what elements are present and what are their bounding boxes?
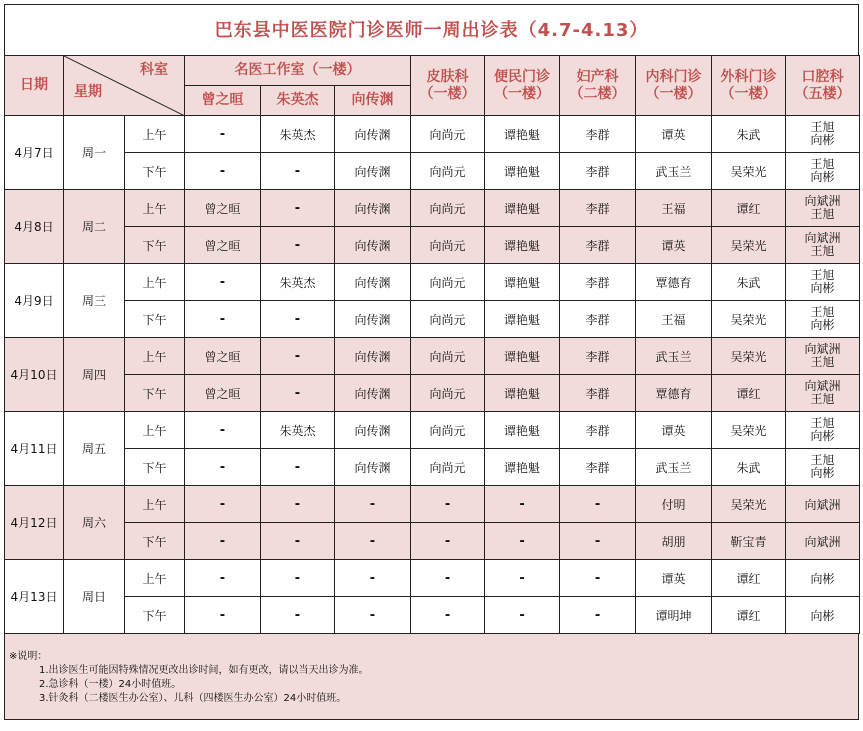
doctor-header-0: 曾之晅 bbox=[185, 86, 261, 116]
doctor-cell bbox=[786, 153, 860, 190]
date-cell: 4月10日 bbox=[5, 338, 64, 412]
note-line-2: 2.急诊科（一楼）24小时值班。 bbox=[39, 679, 182, 690]
doctor-cell: 谭艳魁 bbox=[485, 116, 560, 153]
schedule-row bbox=[5, 560, 860, 597]
doctor-cell: 向彬 bbox=[786, 597, 860, 634]
dept-weekday-header bbox=[64, 56, 185, 116]
doctor-cell: 向尚元 bbox=[411, 301, 485, 338]
schedule-row bbox=[5, 190, 860, 227]
doctor-cell: 向尚元 bbox=[411, 264, 485, 301]
weekday-cell: 周三 bbox=[64, 264, 125, 338]
doctor-cell: 朱英杰 bbox=[261, 264, 335, 301]
doctor-cell: 李群 bbox=[560, 153, 636, 190]
period-cell: 上午 bbox=[125, 486, 185, 523]
empty-cell: - bbox=[560, 486, 636, 523]
schedule-row bbox=[5, 412, 860, 449]
doctor-cell: 向尚元 bbox=[411, 190, 485, 227]
doctor-cell: 谭艳魁 bbox=[485, 338, 560, 375]
doctor-header-1: 朱英杰 bbox=[261, 86, 335, 116]
weekday-cell: 周一 bbox=[64, 116, 125, 190]
doctor-cell: 谭英 bbox=[636, 116, 712, 153]
doctor-cell: 谭明坤 bbox=[636, 597, 712, 634]
doctor-cell: 武玉兰 bbox=[636, 153, 712, 190]
date-cell: 4月12日 bbox=[5, 486, 64, 560]
doctor-cell: 李群 bbox=[560, 190, 636, 227]
doctor-cell: 向传渊 bbox=[335, 412, 411, 449]
doctor-cell: 吴荣光 bbox=[712, 301, 786, 338]
empty-cell: - bbox=[411, 597, 485, 634]
doctor-cell: 谭英 bbox=[636, 560, 712, 597]
empty-cell: - bbox=[261, 227, 335, 264]
period-cell: 上午 bbox=[125, 190, 185, 227]
empty-cell: - bbox=[411, 486, 485, 523]
doctor-cell: 李群 bbox=[560, 116, 636, 153]
header-row-1 bbox=[5, 56, 860, 86]
empty-cell: - bbox=[261, 486, 335, 523]
doctor-cell: 谭艳魁 bbox=[485, 264, 560, 301]
doctor-cell bbox=[786, 301, 860, 338]
doctor-name-line: 王旭 bbox=[810, 355, 835, 369]
dept-header-label: 科室 bbox=[140, 62, 168, 78]
dept-header-4: 外科门诊 （一楼） bbox=[712, 56, 786, 116]
doctor-cell: 向尚元 bbox=[411, 412, 485, 449]
empty-cell: - bbox=[560, 523, 636, 560]
doctor-cell bbox=[786, 375, 860, 412]
doctor-cell: 李群 bbox=[560, 301, 636, 338]
doctor-cell: 谭红 bbox=[712, 597, 786, 634]
empty-cell: - bbox=[185, 301, 261, 338]
doctor-cell: 吴荣光 bbox=[712, 338, 786, 375]
empty-cell: - bbox=[485, 597, 560, 634]
dept-header-0: 皮肤科 （一楼） bbox=[411, 56, 485, 116]
empty-cell: - bbox=[261, 153, 335, 190]
doctor-cell: 谭红 bbox=[712, 190, 786, 227]
doctor-name-line: 向彬 bbox=[810, 133, 835, 147]
doctor-cell: 向尚元 bbox=[411, 153, 485, 190]
doctor-cell: 向尚元 bbox=[411, 116, 485, 153]
empty-cell: - bbox=[261, 523, 335, 560]
doctor-cell: 向传渊 bbox=[335, 153, 411, 190]
weekday-cell: 周四 bbox=[64, 338, 125, 412]
doctor-cell: 李群 bbox=[560, 449, 636, 486]
doctor-cell: 谭红 bbox=[712, 560, 786, 597]
doctor-name-line: 向彬 bbox=[810, 466, 835, 480]
empty-cell: - bbox=[485, 486, 560, 523]
empty-cell: - bbox=[335, 597, 411, 634]
doctor-cell: 谭艳魁 bbox=[485, 190, 560, 227]
empty-cell: - bbox=[185, 116, 261, 153]
empty-cell: - bbox=[185, 153, 261, 190]
empty-cell: - bbox=[261, 338, 335, 375]
doctor-name-line: 向斌洲 bbox=[804, 342, 841, 356]
doctor-cell: 朱英杰 bbox=[261, 116, 335, 153]
doctor-name-line: 王旭 bbox=[810, 305, 835, 319]
doctor-cell: 谭红 bbox=[712, 375, 786, 412]
doctor-cell: 朱武 bbox=[712, 116, 786, 153]
notes-section bbox=[4, 634, 859, 720]
dept-header-3: 内科门诊 （一楼） bbox=[636, 56, 712, 116]
period-cell: 下午 bbox=[125, 227, 185, 264]
doctor-name-line: 王旭 bbox=[810, 244, 835, 258]
doctor-cell: 吴荣光 bbox=[712, 486, 786, 523]
doctor-cell: 朱英杰 bbox=[261, 412, 335, 449]
schedule-row bbox=[5, 153, 860, 190]
doctor-cell: 谭艳魁 bbox=[485, 301, 560, 338]
doctor-cell: 谭艳魁 bbox=[485, 449, 560, 486]
doctor-cell: 李群 bbox=[560, 338, 636, 375]
doctor-cell: 谭英 bbox=[636, 412, 712, 449]
doctor-name-line: 王旭 bbox=[810, 392, 835, 406]
empty-cell: - bbox=[335, 523, 411, 560]
doctor-cell bbox=[786, 227, 860, 264]
doctor-cell: 朱武 bbox=[712, 264, 786, 301]
doctor-cell: 向传渊 bbox=[335, 375, 411, 412]
doctor-cell: 李群 bbox=[560, 227, 636, 264]
empty-cell: - bbox=[185, 560, 261, 597]
date-cell: 4月13日 bbox=[5, 560, 64, 634]
weekday-cell: 周六 bbox=[64, 486, 125, 560]
doctor-cell: 向尚元 bbox=[411, 338, 485, 375]
empty-cell: - bbox=[485, 560, 560, 597]
empty-cell: - bbox=[261, 597, 335, 634]
period-cell: 上午 bbox=[125, 338, 185, 375]
doctor-name-line: 王旭 bbox=[810, 120, 835, 134]
period-cell: 上午 bbox=[125, 560, 185, 597]
weekday-cell: 周日 bbox=[64, 560, 125, 634]
schedule-sheet bbox=[4, 4, 859, 720]
empty-cell: - bbox=[261, 301, 335, 338]
doctor-name-line: 王旭 bbox=[810, 207, 835, 221]
period-cell: 下午 bbox=[125, 375, 185, 412]
doctor-name-line: 向彬 bbox=[810, 429, 835, 443]
doctor-cell: 曾之晅 bbox=[185, 375, 261, 412]
doctor-cell: 向斌洲 bbox=[786, 523, 860, 560]
dept-header-5: 口腔科 （五楼） bbox=[786, 56, 860, 116]
period-cell: 下午 bbox=[125, 153, 185, 190]
doctor-cell: 朱武 bbox=[712, 449, 786, 486]
doctor-cell bbox=[786, 264, 860, 301]
doctor-cell: 吴荣光 bbox=[712, 412, 786, 449]
note-line-1: 1.出诊医生可能因特殊情况更改出诊时间，如有更改，请以当天出诊为准。 bbox=[39, 665, 369, 676]
schedule-row bbox=[5, 597, 860, 634]
empty-cell: - bbox=[185, 449, 261, 486]
empty-cell: - bbox=[185, 486, 261, 523]
doctor-cell: 向传渊 bbox=[335, 264, 411, 301]
doctor-cell: 谭艳魁 bbox=[485, 227, 560, 264]
empty-cell: - bbox=[185, 523, 261, 560]
doctor-cell bbox=[786, 190, 860, 227]
doctor-cell: 李群 bbox=[560, 264, 636, 301]
date-cell: 4月11日 bbox=[5, 412, 64, 486]
doctor-cell bbox=[786, 116, 860, 153]
dept-header-2: 妇产科 （二楼） bbox=[560, 56, 636, 116]
weekday-cell: 周五 bbox=[64, 412, 125, 486]
doctor-name-line: 王旭 bbox=[810, 268, 835, 282]
empty-cell: - bbox=[485, 523, 560, 560]
period-cell: 上午 bbox=[125, 412, 185, 449]
doctor-cell: 向传渊 bbox=[335, 338, 411, 375]
doctor-name-line: 向斌洲 bbox=[804, 194, 841, 208]
doctor-name-line: 王旭 bbox=[810, 453, 835, 467]
doctor-cell: 付明 bbox=[636, 486, 712, 523]
doctor-cell: 向尚元 bbox=[411, 375, 485, 412]
doctor-cell: 谭艳魁 bbox=[485, 412, 560, 449]
doctor-cell: 向尚元 bbox=[411, 227, 485, 264]
dept-header-1: 便民门诊 （一楼） bbox=[485, 56, 560, 116]
doctor-cell: 覃德育 bbox=[636, 375, 712, 412]
doctor-cell: 向传渊 bbox=[335, 449, 411, 486]
doctor-cell: 曾之晅 bbox=[185, 190, 261, 227]
empty-cell: - bbox=[261, 560, 335, 597]
doctor-cell: 李群 bbox=[560, 412, 636, 449]
doctor-cell: 吴荣光 bbox=[712, 153, 786, 190]
doctor-name-line: 向斌洲 bbox=[804, 379, 841, 393]
date-cell: 4月9日 bbox=[5, 264, 64, 338]
doctor-cell bbox=[786, 449, 860, 486]
doctor-name-line: 向彬 bbox=[810, 281, 835, 295]
date-cell: 4月8日 bbox=[5, 190, 64, 264]
empty-cell: - bbox=[411, 560, 485, 597]
doctor-cell: 向尚元 bbox=[411, 449, 485, 486]
empty-cell: - bbox=[185, 412, 261, 449]
notes-lead: ※说明： bbox=[9, 651, 48, 662]
doctor-header-2: 向传渊 bbox=[335, 86, 411, 116]
empty-cell: - bbox=[335, 486, 411, 523]
period-cell: 下午 bbox=[125, 597, 185, 634]
schedule-row bbox=[5, 523, 860, 560]
period-cell: 上午 bbox=[125, 116, 185, 153]
empty-cell: - bbox=[185, 264, 261, 301]
empty-cell: - bbox=[335, 560, 411, 597]
doctor-name-line: 向彬 bbox=[810, 170, 835, 184]
weekday-header-label: 星期 bbox=[74, 84, 102, 100]
schedule-table bbox=[4, 55, 860, 634]
doctor-cell: 覃德育 bbox=[636, 264, 712, 301]
doctor-cell: 向传渊 bbox=[335, 227, 411, 264]
empty-cell: - bbox=[560, 560, 636, 597]
doctor-cell: 谭艳魁 bbox=[485, 153, 560, 190]
empty-cell: - bbox=[560, 597, 636, 634]
schedule-row bbox=[5, 338, 860, 375]
schedule-row bbox=[5, 449, 860, 486]
doctor-cell: 王福 bbox=[636, 190, 712, 227]
empty-cell: - bbox=[261, 190, 335, 227]
empty-cell: - bbox=[261, 375, 335, 412]
weekday-cell: 周二 bbox=[64, 190, 125, 264]
date-cell: 4月7日 bbox=[5, 116, 64, 190]
doctor-cell: 谭艳魁 bbox=[485, 375, 560, 412]
period-cell: 下午 bbox=[125, 449, 185, 486]
studio-header: 名医工作室（一楼） bbox=[185, 56, 411, 86]
doctor-cell: 向传渊 bbox=[335, 190, 411, 227]
doctor-cell: 吴荣光 bbox=[712, 227, 786, 264]
date-header: 日期 bbox=[5, 56, 64, 116]
schedule-row bbox=[5, 116, 860, 153]
note-line-3: 3.针灸科（二楼医生办公室）、儿科（四楼医生办公室）24小时值班。 bbox=[39, 693, 347, 704]
doctor-cell: 武玉兰 bbox=[636, 449, 712, 486]
empty-cell: - bbox=[261, 449, 335, 486]
doctor-cell: 曾之晅 bbox=[185, 338, 261, 375]
schedule-row bbox=[5, 301, 860, 338]
doctor-name-line: 王旭 bbox=[810, 157, 835, 171]
doctor-cell: 武玉兰 bbox=[636, 338, 712, 375]
doctor-cell: 向传渊 bbox=[335, 301, 411, 338]
page-title: 巴东县中医医院门诊医师一周出诊表（4.7-4.13） bbox=[4, 4, 859, 55]
doctor-cell bbox=[786, 338, 860, 375]
doctor-cell: 王福 bbox=[636, 301, 712, 338]
doctor-cell: 靳宝青 bbox=[712, 523, 786, 560]
empty-cell: - bbox=[185, 597, 261, 634]
doctor-cell: 向传渊 bbox=[335, 116, 411, 153]
doctor-name-line: 向彬 bbox=[810, 318, 835, 332]
doctor-name-line: 王旭 bbox=[810, 416, 835, 430]
empty-cell: - bbox=[411, 523, 485, 560]
schedule-row bbox=[5, 227, 860, 264]
doctor-cell: 李群 bbox=[560, 375, 636, 412]
period-cell: 下午 bbox=[125, 523, 185, 560]
doctor-cell: 谭英 bbox=[636, 227, 712, 264]
doctor-cell: 向彬 bbox=[786, 560, 860, 597]
period-cell: 上午 bbox=[125, 264, 185, 301]
doctor-name-line: 向斌洲 bbox=[804, 231, 841, 245]
period-cell: 下午 bbox=[125, 301, 185, 338]
doctor-cell: 曾之晅 bbox=[185, 227, 261, 264]
doctor-cell: 向斌洲 bbox=[786, 486, 860, 523]
schedule-row bbox=[5, 264, 860, 301]
doctor-cell bbox=[786, 412, 860, 449]
schedule-row bbox=[5, 375, 860, 412]
doctor-cell: 胡朋 bbox=[636, 523, 712, 560]
schedule-row bbox=[5, 486, 860, 523]
